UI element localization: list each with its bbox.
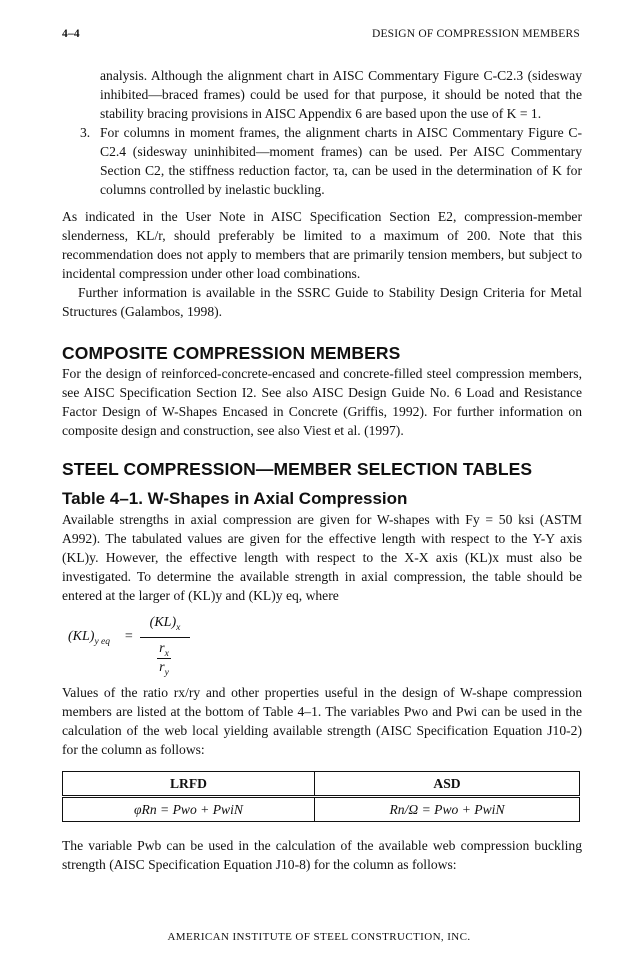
composite-heading: COMPOSITE COMPRESSION MEMBERS bbox=[62, 343, 401, 363]
equation-text bbox=[62, 613, 63, 614]
list-item-number: 3. bbox=[80, 125, 91, 140]
fraction-bar bbox=[140, 637, 190, 638]
effective-length-equation bbox=[62, 613, 582, 683]
table-header-asd: ASD bbox=[315, 772, 580, 797]
selection-tables-heading: STEEL COMPRESSION—MEMBER SELECTION TABLES bbox=[62, 459, 533, 479]
chapter-title: DESIGN OF COMPRESSION MEMBERS bbox=[371, 28, 580, 40]
footer-publisher: AMERICAN INSTITUTE OF STEEL CONSTRUCTION, INC. bbox=[167, 931, 471, 943]
equation-denominator: $r_x$ $r_y$ bbox=[144, 641, 184, 676]
intro-paragraph: Available strengths in axial compression are given for W-shapes with Fy = 50 ksi (ASTM A992). The tabulated values are given for the effective length with respect to the Y-Y axis (KL)y. However, the effective length with respect to the X-X axis (KL)x must also be investigated. To determine the available strength in axial compression, the table should be entered at the larger of (KL)y and (KL)y eq, where bbox=[62, 512, 582, 603]
strength-table bbox=[62, 771, 580, 822]
composite-paragraph: For the design of reinforced-concrete-encased and concrete-filled steel compression members, see AISC Specification Section I2. See also AISC Design Guide No. 6 Load and Resistance Factor Design of W-Shapes Encased in Concrete (Griffis, 1992). For further information on composite design and construction, see also Viest et al. (1997). bbox=[62, 366, 582, 438]
asd-equation: Rn/Ω = Pwo + PwiN bbox=[315, 797, 580, 822]
equation-numerator: $(KL)_x$ bbox=[149, 615, 181, 633]
further-info-paragraph: Further information is available in the SSRC Guide to Stability Design Criteria for Metal Structures (Galambos, 1998). bbox=[62, 285, 582, 319]
lrfd-equation: φRn = Pwo + PwiN bbox=[63, 797, 315, 822]
list-item-3 bbox=[62, 123, 582, 199]
pwb-paragraph: The variable Pwb can be used in the calculation of the available web compression buckling strength (AISC Specification Equation J10-8) for the column as follows: bbox=[62, 838, 582, 872]
ratio-paragraph: Values of the ratio rx/ry and other properties useful in the design of W-shape compression members are listed at the bottom of Table 4–1. The variables Pwo and Pwi can be used in the calculation of the web local yielding available strength (AISC Specification Equation J10-2) for the column as follows: bbox=[62, 685, 582, 757]
equation-equals: = bbox=[124, 629, 134, 644]
main-text bbox=[62, 66, 582, 874]
table-4-1-heading: Table 4–1. W-Shapes in Axial Compression bbox=[62, 489, 408, 508]
page-number: 4–4 bbox=[62, 28, 80, 40]
running-header bbox=[62, 28, 580, 44]
page-footer bbox=[0, 931, 638, 943]
list-continuation: analysis. Although the alignment chart in AISC Commentary Figure C-C2.3 (sidesway inhibited—braced frames) could be used for that purpose, it should be noted that the stability bracing provisions in AISC Appendix 6 are based upon the use of K = 1. bbox=[100, 68, 582, 121]
table-row bbox=[63, 797, 580, 822]
equation-lhs: $(KL)_{y eq}$ bbox=[68, 629, 111, 647]
table-header-lrfd: LRFD bbox=[63, 772, 315, 797]
slenderness-paragraph: As indicated in the User Note in AISC Specification Section E2, compression-member slenderness, KL/r, should preferably be limited to a maximum of 200. Note that this recommendation does not apply to members that are primarily tension members, but subject to incidental compression under other load combinations. bbox=[62, 209, 582, 281]
list-item-text: For columns in moment frames, the alignment charts in AISC Commentary Figure C-C2.4 (sidesway uninhibited—moment frames) can be used. Per AISC Commentary Section C2, the stiffness reduction factor, τa, can be used in the determination of K for columns controlled by inelastic buckling. bbox=[100, 125, 582, 197]
